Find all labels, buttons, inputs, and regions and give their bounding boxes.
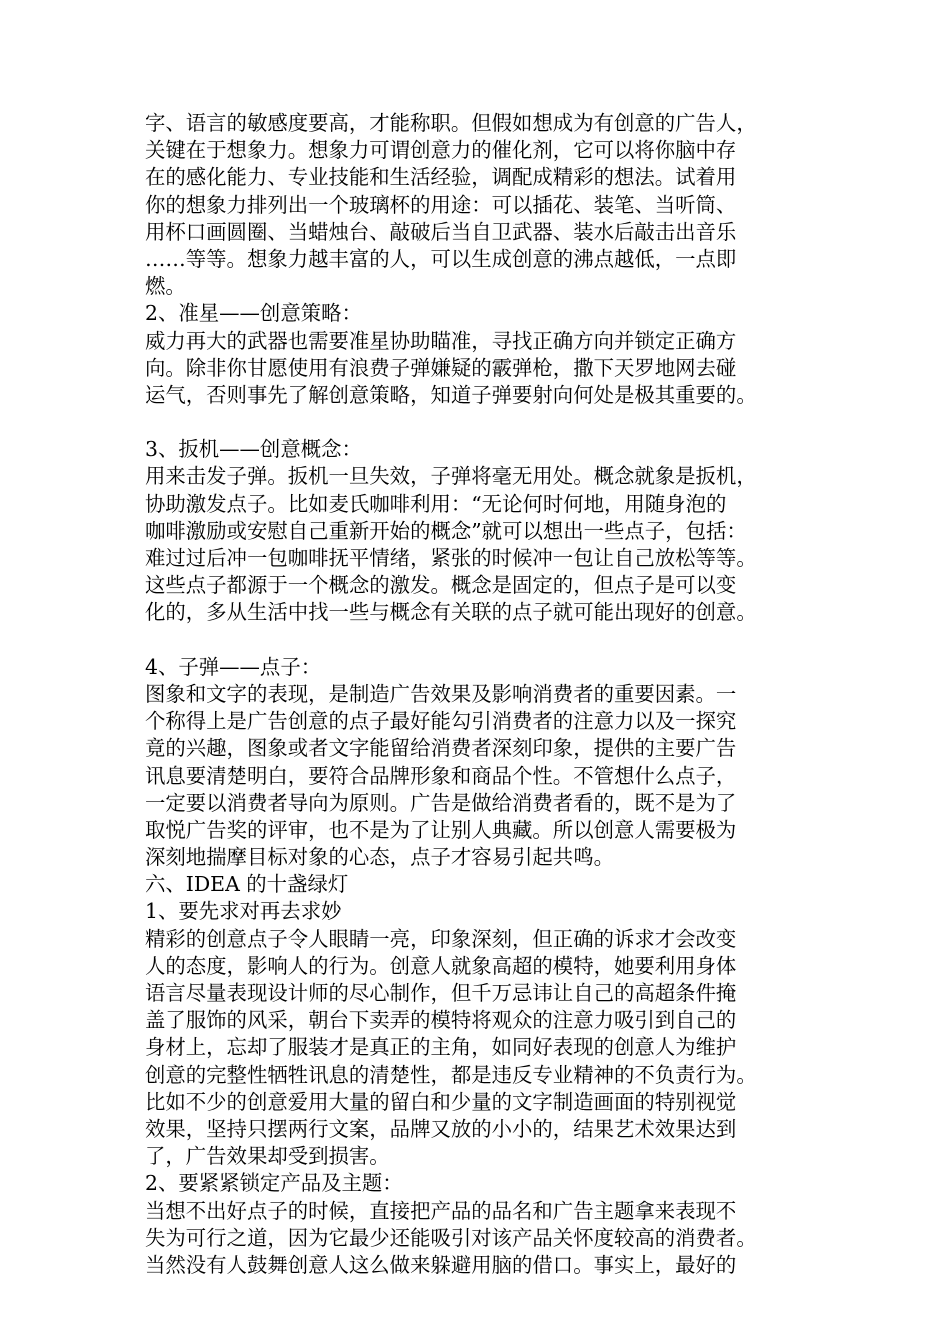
text-line: 图象和文字的表现，是制造广告效果及影响消费者的重要因素。一 (145, 681, 737, 706)
text-line: ……等等。想象力越丰富的人，可以生成创意的沸点越低，一点即 (145, 246, 737, 271)
text-line: 身材上，忘却了服装才是真正的主角，如同好表现的创意人为维护 (145, 1035, 737, 1060)
text-line: 比如不少的创意爱用大量的留白和少量的文字制造画面的特别视觉 (145, 1089, 737, 1114)
document-page (145, 110, 825, 1279)
text-line: 失为可行之道，因为它最少还能吸引对该产品关怀度较高的消费者。 (145, 1225, 757, 1250)
text-line: 取悦广告奖的评审，也不是为了让别人典藏。所以创意人需要极为 (145, 817, 737, 842)
blank-line (145, 627, 825, 654)
text-line: 难过过后冲一包咖啡抚平情绪，紧张的时候冲一包让自己放松等等。 (145, 546, 757, 570)
section-heading: 2、准星——创意策略： (145, 301, 362, 326)
blank-line (145, 409, 825, 436)
section-heading: 4、子弹——点子： (145, 654, 322, 679)
text-line: 在的感化能力、专业技能和生活经验，调配成精彩的想法。试着用 (145, 165, 737, 190)
text-line: 燃。 (145, 274, 186, 299)
section-heading: 1、要先求对再去求妙 (145, 899, 342, 924)
chapter-heading: 六、IDEA 的十盏绿灯 (145, 872, 349, 897)
text-line: 威力再大的武器也需要准星协助瞄准，寻找正确方向并锁定正确方 (145, 328, 737, 353)
text-line: 盖了服饰的风采，朝台下卖弄的模特将观众的注意力吸引到自己的 (145, 1008, 737, 1033)
text-line: 语言尽量表现设计师的尽心制作，但千万忌讳让自己的高超条件掩 (145, 981, 737, 1005)
text-line: 字、语言的敏感度要高，才能称职。但假如想成为有创意的广告人， (145, 111, 757, 135)
text-line: 关键在于想象力。想象力可谓创意力的催化剂，它可以将你脑中存 (145, 138, 737, 163)
text-line: 了，广告效果却受到损害。 (145, 1144, 390, 1169)
text-line: 咖啡激励或安慰自己重新开始的概念”就可以想出一些点子，包括： (145, 518, 747, 543)
text-line: 竟的兴趣，图象或者文字能留给消费者深刻印象，提供的主要广告 (145, 736, 737, 761)
text-line: 深刻地揣摩目标对象的心态，点子才容易引起共鸣。 (145, 845, 614, 870)
text-line: 这些点子都源于一个概念的激发。概念是固定的，但点子是可以变 (145, 573, 737, 598)
text-line: 协助激发点子。比如麦氏咖啡利用：“无论何时何地，用随身泡的 (145, 491, 727, 516)
text-line: 人的态度，影响人的行为。创意人就象高超的模特，她要利用身体 (145, 953, 737, 978)
text-line: 运气，否则事先了解创意策略，知道子弹要射向何处是极其重要的。 (145, 382, 757, 407)
text-line: 精彩的创意点子令人眼睛一亮，印象深刻，但正确的诉求才会改变 (145, 926, 737, 951)
text-line: 化的，多从生活中找一些与概念有关联的点子就可能出现好的创意。 (145, 600, 757, 625)
text-line: 用杯口画圆圈、当蜡烛台、敲破后当自卫武器、装水后敲击出音乐 (145, 219, 737, 244)
text-line: 创意的完整性牺牲讯息的清楚性，都是违反专业精神的不负责行为。 (145, 1062, 757, 1087)
text-line: 个称得上是广告创意的点子最好能勾引消费者的注意力以及一探究 (145, 709, 737, 734)
text-line: 讯息要清楚明白，要符合品牌形象和商品个性。不管想什么点子， (145, 763, 737, 788)
text-line: 一定要以消费者导向为原则。广告是做给消费者看的，既不是为了 (145, 790, 737, 815)
text-line: 向。除非你甘愿使用有浪费子弹嫌疑的霰弹枪，撒下天罗地网去碰 (145, 355, 737, 380)
text-line: 用来击发子弹。扳机一旦失效，子弹将毫无用处。概念就象是扳机， (145, 464, 757, 489)
text-line: 效果，坚持只摆两行文案，品牌又放的小小的，结果艺术效果达到 (145, 1116, 737, 1141)
section-heading: 2、要紧紧锁定产品及主题： (145, 1171, 403, 1196)
section-heading: 3、扳机——创意概念： (145, 437, 362, 462)
text-line: 你的想象力排列出一个玻璃杯的用途：可以插花、装笔、当听筒、 (145, 192, 737, 217)
text-line: 当然没有人鼓舞创意人这么做来躲避用脑的借口。事实上，最好的 (145, 1252, 737, 1277)
text-line: 当想不出好点子的时候，直接把产品的品名和广告主题拿来表现不 (145, 1198, 737, 1223)
